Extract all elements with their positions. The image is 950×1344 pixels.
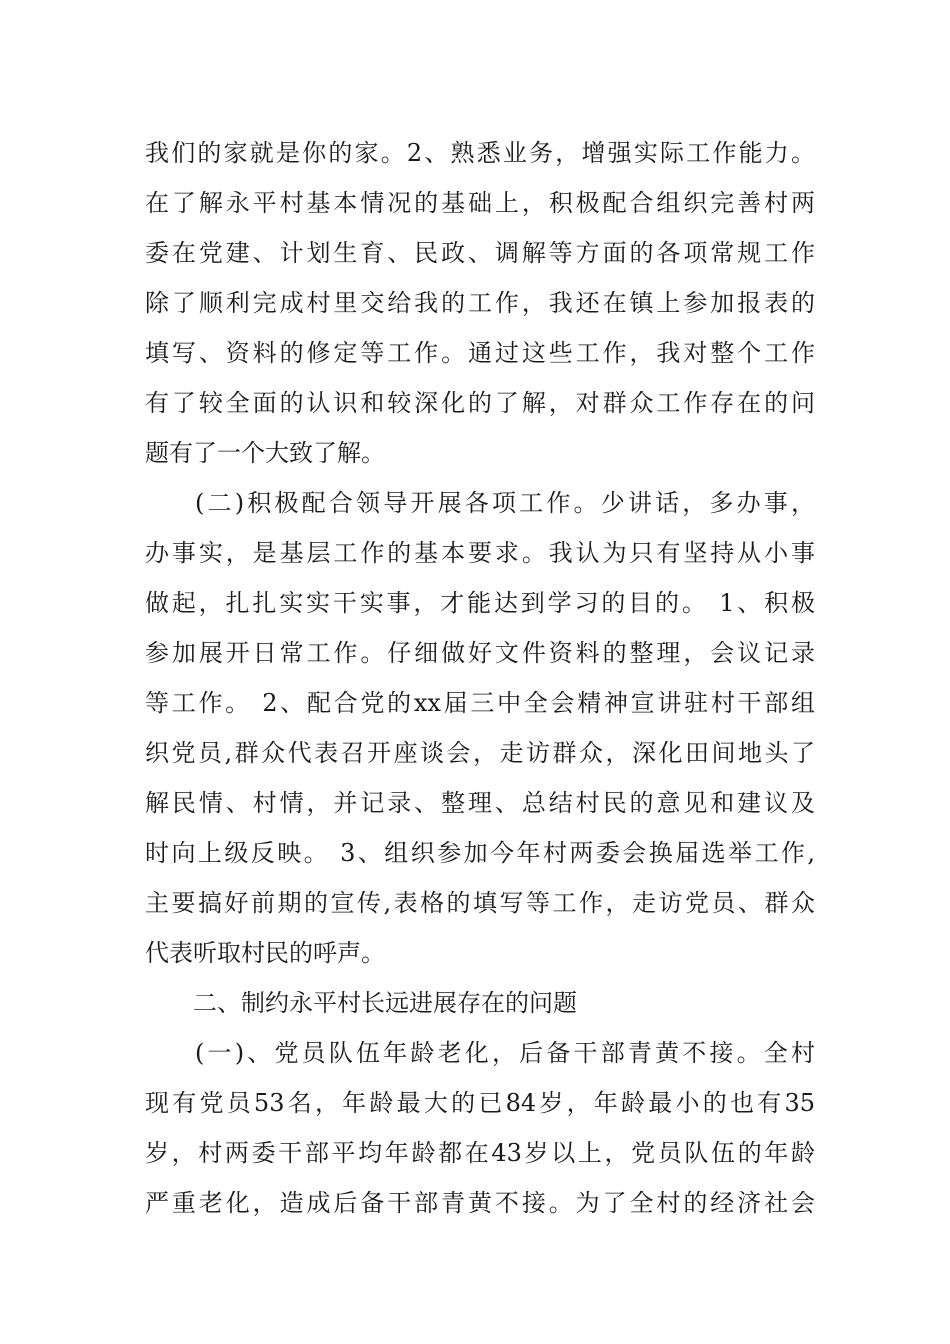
text-line: 题有了一个大致了解。 <box>145 439 385 467</box>
text-line: 代表听取村民的呼声。 <box>145 939 385 967</box>
text-line: 解民情、村情，并记录、整理、总结村民的意见和建议及 <box>145 789 815 817</box>
text-line: 岁，村两委干部平均年龄都在43岁以上，党员队伍的年龄 <box>145 1139 815 1167</box>
text-line: 有了较全面的认识和较深化的了解，对群众工作存在的问 <box>145 389 815 417</box>
text-line: 主要搞好前期的宣传,表格的填写等工作，走访党员、群众 <box>145 889 815 917</box>
text-line: 办事实，是基层工作的基本要求。我认为只有坚持从小事 <box>145 539 815 567</box>
text-line: 等工作。 2、配合党的xx届三中全会精神宣讲驻村干部组 <box>145 689 815 717</box>
text-line: 严重老化，造成后备干部青黄不接。为了全村的经济社会 <box>145 1189 815 1217</box>
text-line: 时向上级反映。 3、组织参加今年村两委会换届选举工作, <box>145 839 815 867</box>
section-heading: 二、制约永平村长远进展存在的问题 <box>193 989 577 1017</box>
text-line: 在了解永平村基本情况的基础上，积极配合组织完善村两 <box>145 189 815 217</box>
paragraph-start-line: (二)积极配合领导开展各项工作。少讲话，多办事， <box>195 489 815 517</box>
text-line: 除了顺利完成村里交给我的工作，我还在镇上参加报表的 <box>145 289 815 317</box>
text-line: 参加展开日常工作。仔细做好文件资料的整理，会议记录 <box>145 639 815 667</box>
text-line: 委在党建、计划生育、民政、调解等方面的各项常规工作 <box>145 239 815 267</box>
text-line: 我们的家就是你的家。2、熟悉业务，增强实际工作能力。 <box>145 139 815 167</box>
text-line: 现有党员53名，年龄最大的已84岁，年龄最小的也有35 <box>145 1089 815 1117</box>
text-line: 做起，扎扎实实干实事，才能达到学习的目的。 1、积极 <box>145 589 815 617</box>
paragraph-start-line: (一)、党员队伍年龄老化，后备干部青黄不接。全村 <box>195 1039 815 1067</box>
text-line: 填写、资料的修定等工作。通过这些工作，我对整个工作 <box>145 339 815 367</box>
document-body <box>145 128 815 1228</box>
text-line: 织党员,群众代表召开座谈会，走访群众，深化田间地头了 <box>145 739 815 767</box>
